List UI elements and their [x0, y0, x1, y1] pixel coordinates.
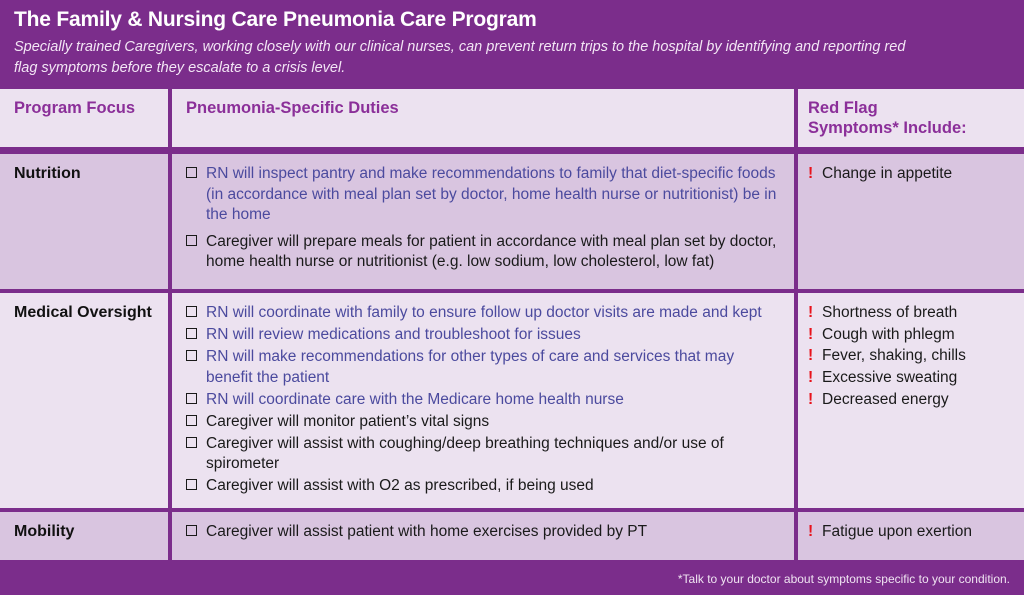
red-flag-text: Decreased energy	[822, 390, 949, 408]
red-flag-item	[808, 164, 1018, 185]
program-focus-label: Nutrition	[14, 165, 81, 183]
duty-text: RN will coordinate with family to ensure follow up doctor visits are made and kept	[206, 304, 762, 322]
exclamation-icon: !	[808, 368, 814, 386]
page-title: The Family & Nursing Care Pneumonia Care Program	[14, 8, 537, 31]
checkbox-icon[interactable]	[186, 306, 197, 317]
duty-text: Caregiver will prepare meals for patient in accordance with meal plan set by doctor, home health nurse or nutritionist (e.g. low sodium, low cholesterol, low fat)	[206, 232, 777, 270]
cell-duties	[172, 293, 794, 508]
cell-program-focus	[0, 293, 168, 508]
checkbox-icon[interactable]	[186, 393, 197, 404]
poster-header	[0, 0, 1024, 89]
duty-item[interactable]	[186, 303, 784, 323]
table-row	[0, 293, 1024, 508]
duty-text: Caregiver will assist patient with home exercises provided by PT	[206, 523, 648, 541]
red-flag-text: Shortness of breath	[822, 304, 958, 322]
poster-footer	[0, 564, 1024, 595]
red-flag-list	[808, 303, 1018, 410]
column-header-red-flags-line1: Red Flag	[808, 99, 878, 118]
red-flag-item	[808, 303, 1018, 324]
program-focus-label: Mobility	[14, 523, 75, 541]
duty-item[interactable]	[186, 434, 784, 474]
checkbox-icon[interactable]	[186, 328, 197, 339]
exclamation-icon: !	[808, 165, 814, 183]
exclamation-icon: !	[808, 325, 814, 343]
red-flag-item	[808, 325, 1018, 346]
table-body	[0, 154, 1024, 563]
red-flag-item	[808, 390, 1018, 411]
red-flag-item	[808, 346, 1018, 367]
exclamation-icon: !	[808, 304, 814, 322]
duty-item[interactable]	[186, 390, 784, 410]
checkbox-icon[interactable]	[186, 167, 197, 178]
table-header-row	[0, 89, 1024, 147]
checkbox-icon[interactable]	[186, 235, 197, 246]
red-flag-text: Excessive sweating	[822, 368, 958, 386]
checkbox-icon[interactable]	[186, 415, 197, 426]
duties-list	[186, 522, 784, 542]
duty-text: Caregiver will monitor patient’s vital signs	[206, 412, 490, 430]
checkbox-icon[interactable]	[186, 479, 197, 490]
red-flag-item	[808, 368, 1018, 389]
duty-item[interactable]	[186, 164, 784, 224]
exclamation-icon: !	[808, 523, 814, 541]
duty-text: RN will coordinate care with the Medicare home health nurse	[206, 390, 624, 408]
checkbox-icon[interactable]	[186, 437, 197, 448]
red-flag-list	[808, 522, 1018, 543]
duty-text: Caregiver will assist with O2 as prescribed, if being used	[206, 477, 594, 495]
column-header-program-focus	[0, 89, 168, 147]
duty-text: RN will review medications and troubleshoot for issues	[206, 326, 581, 344]
duties-list	[186, 164, 784, 272]
program-focus-label: Medical Oversight	[14, 304, 152, 322]
cell-program-focus	[0, 512, 168, 559]
red-flag-text: Cough with phlegm	[822, 325, 955, 343]
exclamation-icon: !	[808, 390, 814, 408]
column-header-red-flags	[798, 89, 1024, 147]
cell-red-flags	[798, 293, 1024, 508]
cell-red-flags	[798, 512, 1024, 559]
red-flag-text: Fatigue upon exertion	[822, 523, 972, 541]
duty-item[interactable]	[186, 412, 784, 432]
column-header-duties	[172, 89, 794, 147]
cell-duties	[172, 154, 794, 289]
duty-text: RN will inspect pantry and make recommendations to family that diet-specific foods (in accordance with meal plan set by doctor, home health nurse or nutritionist) be in the home	[206, 165, 777, 223]
red-flag-text: Change in appetite	[822, 165, 953, 183]
table-row	[0, 154, 1024, 289]
red-flag-item	[808, 522, 1018, 543]
column-header-duties-label: Pneumonia-Specific Duties	[186, 99, 399, 118]
duty-item[interactable]	[186, 476, 784, 496]
cell-duties	[172, 512, 794, 559]
duty-item[interactable]	[186, 232, 784, 272]
exclamation-icon: !	[808, 347, 814, 365]
table-row	[0, 512, 1024, 559]
duty-item[interactable]	[186, 325, 784, 345]
footer-disclaimer: *Talk to your doctor about symptoms specific to your condition.	[677, 571, 1010, 586]
duties-list	[186, 303, 784, 496]
cell-red-flags	[798, 154, 1024, 289]
page-subtitle: Specially trained Caregivers, working closely with our clinical nurses, can prevent return trips to the hospital by identifying and reporting red flag symptoms before they escalate to a crisis level.	[14, 39, 906, 77]
cell-program-focus	[0, 154, 168, 289]
duty-item[interactable]	[186, 522, 784, 542]
duty-text: Caregiver will assist with coughing/deep breathing techniques and/or use of spirometer	[206, 434, 724, 473]
red-flag-text: Fever, shaking, chills	[822, 347, 966, 365]
duty-item[interactable]	[186, 347, 784, 387]
program-table	[0, 89, 1024, 563]
column-header-red-flags-line2: Symptoms* Include:	[808, 119, 967, 138]
duty-text: RN will make recommendations for other types of care and services that may benefit the patient	[206, 348, 735, 386]
red-flag-list	[808, 164, 1018, 185]
checkbox-icon[interactable]	[186, 525, 197, 536]
checkbox-icon[interactable]	[186, 350, 197, 361]
column-header-program-focus-label: Program Focus	[14, 99, 136, 118]
